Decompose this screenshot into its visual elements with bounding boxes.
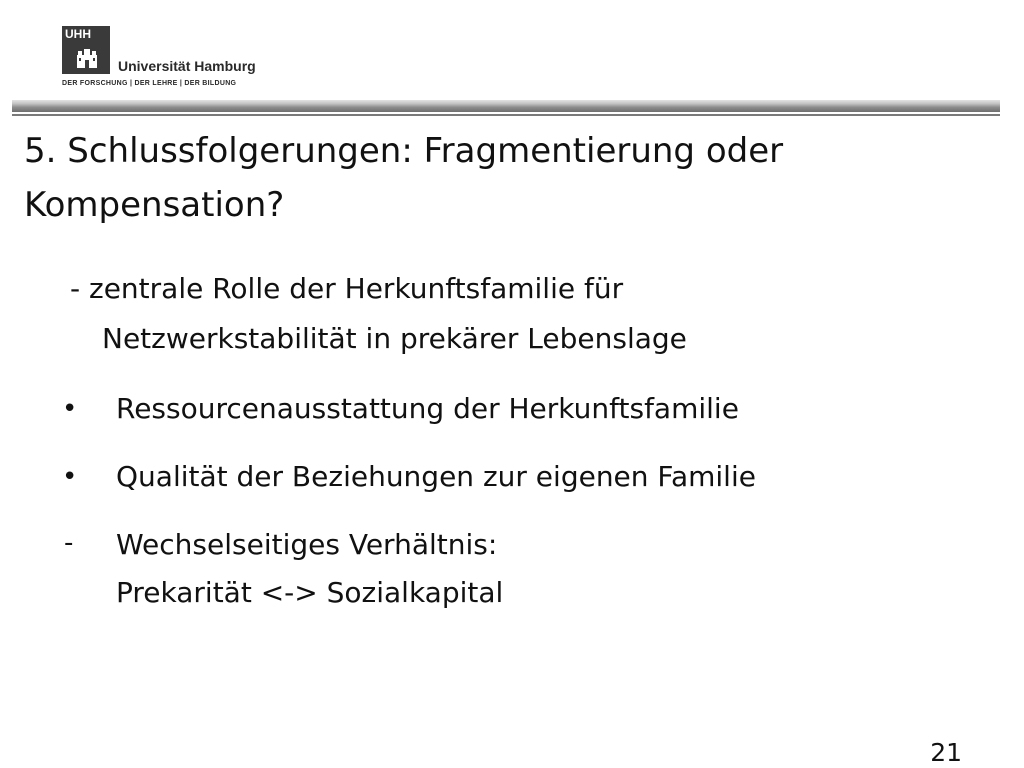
dash-item-line-1: Wechselseitiges Verhältnis: bbox=[116, 528, 498, 561]
bullet-item-relationships: Qualität der Beziehungen zur eigenen Familie bbox=[116, 460, 756, 493]
bullet-item-resources: Ressourcenausstattung der Herkunftsfamilie bbox=[116, 392, 739, 425]
university-tagline: DER FORSCHUNG | DER LEHRE | DER BILDUNG bbox=[62, 80, 237, 87]
intro-line-1: - zentrale Rolle der Herkunftsfamilie für bbox=[70, 272, 624, 305]
bullet-marker: • bbox=[62, 462, 78, 492]
bullet-marker: • bbox=[62, 394, 78, 424]
university-name: Universität Hamburg bbox=[118, 58, 256, 74]
dash-marker: - bbox=[64, 528, 74, 558]
intro-line-2: Netzwerkstabilität in prekärer Lebenslage bbox=[102, 322, 687, 355]
slide-title-line-2: Kompensation? bbox=[24, 185, 285, 225]
page-number: 21 bbox=[930, 738, 962, 767]
slide-title-line-1: 5. Schlussfolgerungen: Fragmentierung oder bbox=[24, 131, 784, 171]
dash-item-line-2: Prekarität <-> Sozialkapital bbox=[116, 576, 504, 609]
logo-mark-text: UHH bbox=[65, 27, 91, 41]
